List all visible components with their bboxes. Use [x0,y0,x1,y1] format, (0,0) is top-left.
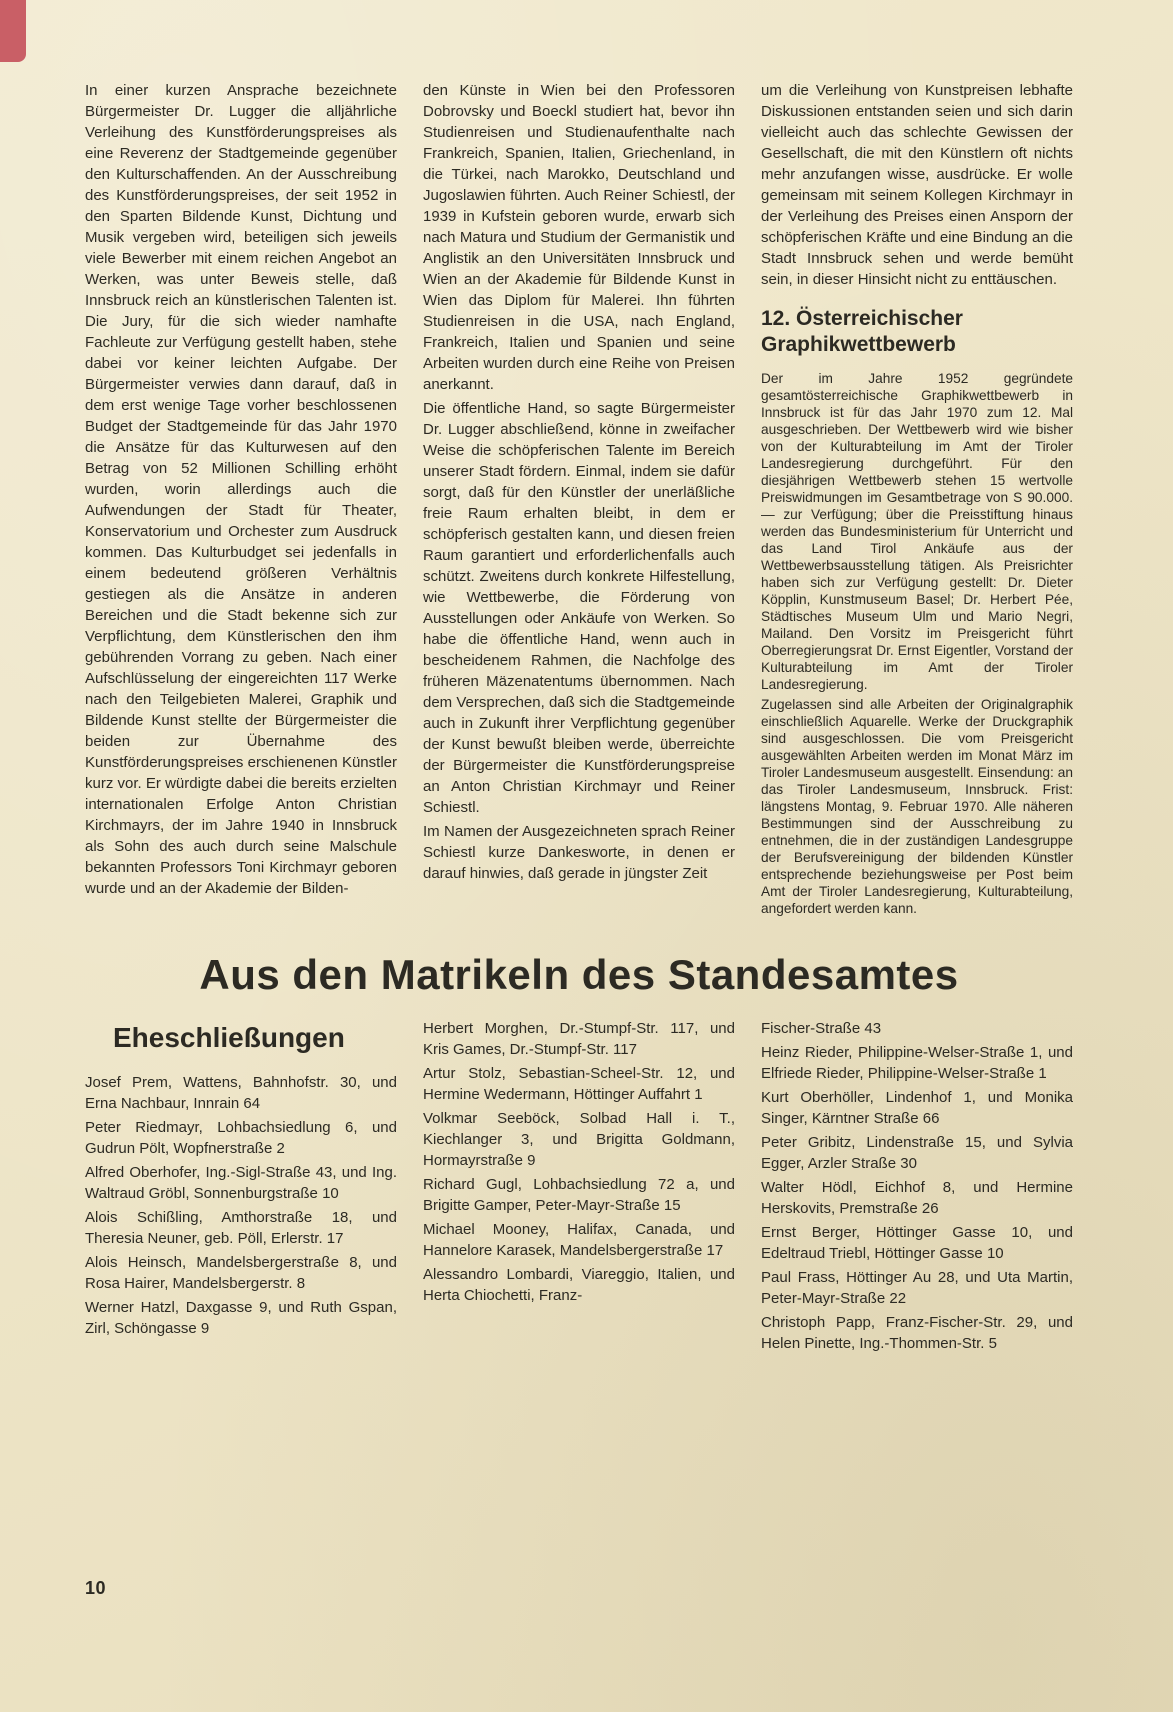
marriage-record: Kurt Oberhöller, Lindenhof 1, und Monika Singer, Kärntner Straße 66 [761,1089,1073,1127]
marriage-record: Alfred Oberhofer, Ing.-Sigl-Straße 43, und Ing. Waltraud Gröbl, Sonnenburgstraße 10 [85,1164,397,1202]
article-paragraph: In einer kurzen Ansprache bezeichnete Bürgermeister Dr. Lugger die alljährliche Verleihung des Kunstförderungspreises als eine Reverenz der Stadtgemeinde gegenüber den Kulturschaffenden. An der Ausschreibung des Kunstförderungspreises, der seit 1952 in den Sparten Bildende Kunst, Dichtung und Musik vergeben wird, beteiligen sich jeweils viele Bewerber mit einem reichen Angebot an Werken, was unter Beweis stelle, daß Innsbruck reich an künstlerischen Talenten ist. Die Jury, für die sich wieder namhafte Fachleute zur Verfügung gestellt haben, stehe dabei vor keiner leichten Aufgabe. Der Bürgermeister verwies dann darauf, daß in dem erst wenige Tage vorher beschlossenen Budget der Stadtgemeinde für das Jahr 1970 die Ansätze für das Kulturwesen auf den Betrag von 52 Millionen Schilling erhöht wurden, worin allerdings auch die Aufwendungen der Stadt für Theater, Konservatorium und Orchester zum Ausdruck kommen. Das Kulturbudget sei jedenfalls in einem bedeutend größeren Verhältnis gestiegen als die Ansätze in anderen Bereichen und die Stadt bekenne sich zur Verpflichtung, dem Künstlerischen den ihm gebührenden Vorrang zu geben. Nach einer Aufschlüsselung der eingereichten 117 Werke nach den Teilgebieten Malerei, Graphik und Bildende Kunst stellte der Bürgermeister die beiden zur Übernahme des Kunstförderungspreises erschienenen Künstler kurz vor. Er würdigte dabei die bereits erzielten internationalen Erfolge Anton Christian Kirchmayrs, der im Jahre 1940 in Innsbruck als Sohn des auch durch seine Malschule bekannten Professors Toni Kirchmayr geboren wurde und an der Akademie der Bilden- [85,82,397,897]
standesamt-section-title: Aus den Matrikeln des Standesamtes [199,951,959,998]
article-paragraph: Zugelassen sind alle Arbeiten der Originalgraphik einschließlich Aquarelle. Werke der Druckgraphik sind ausgeschlossen. Die vom Preisgericht ausgewählten Arbeiten werden im Monat März im Tiroler Landesmuseum ausgestellt. Einsendung: an das Tiroler Landesmuseum, Innsbruck. Frist: längstens Montag, 9. Februar 1970. Alle näheren Bestimmungen sind der Ausschreibung zu entnehmen, die in der zuständigen Landesgruppe der Berufsvereinigung der bildenden Künstler entsprechende beziehungsweise per Post beim Amt der Tiroler Landesregierung, Kulturabteilung, angefordert werden kann. [761,697,1073,916]
records-column-2 [423,1018,735,1357]
eheschliessungen-heading: Eheschließungen [113,1022,345,1053]
marriage-record: Paul Frass, Höttinger Au 28, und Uta Martin, Peter-Mayr-Straße 22 [761,1269,1073,1307]
marriage-record: Ernst Berger, Höttinger Gasse 10, und Edeltraud Triebl, Höttinger Gasse 10 [761,1224,1073,1262]
marriage-record: Werner Hatzl, Daxgasse 9, und Ruth Gspan, Zirl, Schöngasse 9 [85,1299,397,1337]
article-paragraph: um die Verleihung von Kunstpreisen lebhafte Diskussionen entstanden seien und sich darin vielleicht auch das schlechte Gewissen der Gesellschaft, die mit den Künstlern oft nichts mehr anzufangen wisse, ausdrücke. Er wolle gemeinsam mit seinem Kollegen Kirchmayr in der Verleihung des Preises einen Ansporn der schöpferischen Kräfte und eine Bindung an die Stadt Innsbruck sehen und werde bemüht sein, in dieser Hinsicht nicht zu enttäuschen. [761,82,1073,288]
marriage-record: Richard Gugl, Lohbachsiedlung 72 a, und Brigitte Gamper, Peter-Mayr-Straße 15 [423,1176,735,1214]
marriage-record: Volkmar Seeböck, Solbad Hall i. T., Kiechlanger 3, und Brigitta Goldmann, Hormayrstraße 9 [423,1110,735,1169]
article-paragraph: Der im Jahre 1952 gegründete gesamtösterreichische Graphikwettbewerb in Innsbruck ist für das Jahr 1970 zum 12. Mal ausgeschrieben. Der Wettbewerb wird wie bisher von der Kulturabteilung im Amt der Tiroler Landesregierung durchgeführt. Für den diesjährigen Wettbewerb stehen 15 wertvolle Preiswidmungen im Gesamtbetrage von S 90.000.— zur Verfügung; über die Preisstiftung hinaus werden das Bundesministerium für Unterricht und das Land Tirol Ankäufe aus der Wettbewerbsausstellung tätigen. Als Preisrichter haben sich zur Verfügung gestellt: Dr. Dieter Köpplin, Kunstmuseum Basel; Dr. Herbert Pée, Städtisches Museum Ulm und Mario Negri, Mailand. Den Vorsitz im Preisgericht führt Oberregierungsrat Dr. Ernst Eigentler, Vorstand der Kulturabteilung im Amt der Tiroler Landesregierung. [761,371,1073,692]
article-column-1 [85,80,397,920]
marriage-record: Alois Heinsch, Mandelsbergerstraße 8, und Rosa Hairer, Mandelsbergerstr. 8 [85,1254,397,1292]
marriage-record: Alois Schißling, Amthorstraße 18, und Theresia Neuner, geb. Pöll, Erlerstr. 17 [85,1209,397,1247]
article-column-2 [423,80,735,920]
records-column-3 [761,1018,1073,1357]
marriage-record: Heinz Rieder, Philippine-Welser-Straße 1, und Elfriede Rieder, Philippine-Welser-Straße 1 [761,1044,1073,1082]
marriage-record: Herbert Morghen, Dr.-Stumpf-Str. 117, und Kris Games, Dr.-Stumpf-Str. 117 [423,1020,735,1058]
marriage-record: Peter Gribitz, Lindenstraße 15, und Sylvia Egger, Arzler Straße 30 [761,1134,1073,1172]
article-paragraph: Die öffentliche Hand, so sagte Bürgermeister Dr. Lugger abschließend, könne in zweifacher Weise die schöpferischen Talente im Bereich unserer Stadt fördern. Einmal, indem sie dafür sorgt, daß für den Künstler der unerläßliche freie Raum erhalten bleibt, in dem er schöpferisch gestalten kann, und diesen freien Raum garantiert und erforderlichenfalls auch schützt. Zweitens durch konkrete Hilfestellung, wie Wettbewerbe, die Förderung von Ausstellungen oder Ankäufe von Werken. So habe die öffentliche Hand, wenn auch in bescheidenem Rahmen, die Nachfolge des früheren Mäzenatentums übernommen. Nach dem Versprechen, daß sich die Stadtgemeinde auch in Zukunft ihrer Verpflichtung gegenüber der Kunst bewußt bleiben werde, überreichte der Bürgermeister die Kunstförderungspreise an Anton Christian Kirchmayr und Reiner Schiestl. [423,400,735,816]
page-number: 10 [85,1578,107,1598]
marriage-record: Michael Mooney, Halifax, Canada, und Hannelore Karasek, Mandelsbergerstraße 17 [423,1221,735,1259]
marriage-record: Christoph Papp, Franz-Fischer-Str. 29, und Helen Pinette, Ing.-Thommen-Str. 5 [761,1314,1073,1352]
graphikwettbewerb-heading: 12. Österreichischer Graphikwettbewerb [761,307,963,356]
marriage-record-continuation: Fischer-Straße 43 [761,1020,882,1037]
marriage-record: Josef Prem, Wattens, Bahnhofstr. 30, und Erna Nachbaur, Innrain 64 [85,1074,397,1112]
marriage-record: Walter Hödl, Eichhof 8, und Hermine Herskovits, Premstraße 26 [761,1179,1073,1217]
article-kunstfoerderungspreis [85,80,1073,920]
standesamt-records [85,1018,1073,1357]
article-column-3 [761,80,1073,920]
records-column-1 [85,1018,397,1357]
marriage-record: Alessandro Lombardi, Viareggio, Italien, und Herta Chiochetti, Franz- [423,1266,735,1304]
red-corner-scan-mark [0,0,26,62]
article-paragraph: den Künste in Wien bei den Professoren Dobrovsky und Boeckl studiert hat, bevor ihn Studienreisen und Studienaufenthalte nach Frankreich, Spanien, Italien, Griechenland, in die Türkei, nach Marokko, Deutschland und Jugoslawien führten. Auch Reiner Schiestl, der 1939 in Kufstein geboren wurde, erwarb sich nach Matura und Studium der Germanistik und Anglistik an den Universitäten Innsbruck und Wien an der Akademie für Bildende Kunst in Wien das Diplom für Malerei. Ihn führten Studienreisen in die USA, nach England, Frankreich, Italien und Spanien und seine Arbeiten wurden durch eine Reihe von Preisen anerkannt. [423,82,735,393]
marriage-record: Peter Riedmayr, Lohbachsiedlung 6, und Gudrun Pölt, Wopfnerstraße 2 [85,1119,397,1157]
article-paragraph: Im Namen der Ausgezeichneten sprach Reiner Schiestl kurze Dankesworte, in denen er darauf hinwies, daß gerade in jüngster Zeit [423,823,735,882]
marriage-record: Artur Stolz, Sebastian-Scheel-Str. 12, und Hermine Wedermann, Höttinger Auffahrt 1 [423,1065,735,1103]
